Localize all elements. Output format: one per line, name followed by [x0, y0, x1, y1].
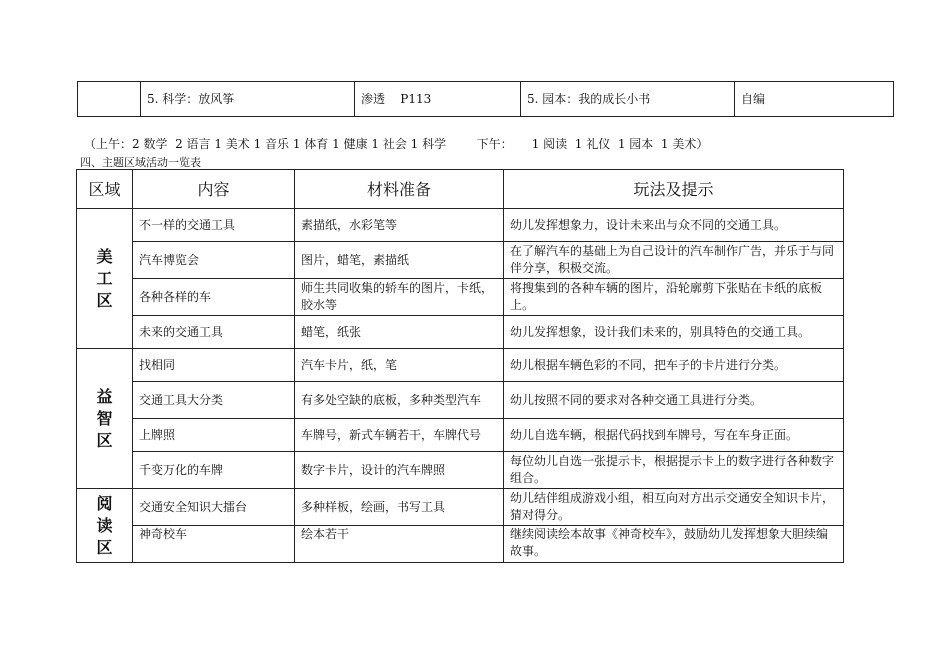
activity-name: 交通工具大分类 — [133, 382, 295, 419]
header-play-tips: 玩法及提示 — [504, 170, 844, 209]
header-content: 内容 — [133, 170, 295, 209]
table-row — [77, 316, 844, 349]
activity-name: 未来的交通工具 — [133, 316, 295, 349]
activity-name: 神奇校车 — [133, 526, 295, 563]
materials: 有多处空缺的底板，多种类型汽车 — [295, 382, 504, 419]
play-tips: 幼儿发挥想象，设计我们未来的，别具特色的交通工具。 — [504, 316, 844, 349]
table-row — [77, 279, 844, 316]
play-tips: 幼儿自选车辆，根据代码找到车牌号，写在车身正面。 — [504, 419, 844, 452]
materials: 汽车卡片，纸，笔 — [295, 349, 504, 382]
table-row — [77, 209, 844, 242]
materials: 多种样板，绘画，书写工具 — [295, 489, 504, 526]
activity-name: 千变万化的车牌 — [133, 452, 295, 489]
play-tips: 继续阅读绘本故事《神奇校车》，鼓励幼儿发挥想象大胆续编故事。 — [504, 526, 844, 563]
table-row — [77, 382, 844, 419]
play-tips: 在了解汽车的基础上为自己设计的汽车制作广告，并乐于与同伴分享，积极交流。 — [504, 242, 844, 279]
materials: 蜡笔，纸张 — [295, 316, 504, 349]
activity-name: 上牌照 — [133, 419, 295, 452]
table-row — [77, 349, 844, 382]
area-activity-table — [76, 169, 844, 563]
table-row — [78, 82, 894, 117]
activity-name: 各种各样的车 — [133, 279, 295, 316]
table-cell: 5. 园本：我的成长小书 — [521, 82, 735, 117]
play-tips: 幼儿发挥想象力，设计未来出与众不同的交通工具。 — [504, 209, 844, 242]
play-tips: 幼儿根据车辆色彩的不同，把车子的卡片进行分类。 — [504, 349, 844, 382]
activity-name: 不一样的交通工具 — [133, 209, 295, 242]
previous-schedule-table — [77, 81, 894, 117]
play-tips: 每位幼儿自选一张提示卡，根据提示卡上的数字进行各种数字组合。 — [504, 452, 844, 489]
play-tips: 幼儿按照不同的要求对各种交通工具进行分类。 — [504, 382, 844, 419]
materials: 素描纸，水彩笔等 — [295, 209, 504, 242]
play-tips: 幼儿结伴组成游戏小组，相互向对方出示交通安全知识卡片，猜对得分。 — [504, 489, 844, 526]
zone-reading: 阅 读 区 — [77, 489, 133, 563]
zone-art: 美 工 区 — [77, 209, 133, 349]
table-row — [77, 452, 844, 489]
play-tips: 将搜集到的各种车辆的图片，沿轮廓剪下张贴在卡纸的底板上。 — [504, 279, 844, 316]
table-row — [77, 526, 844, 563]
weekly-schedule-note: （上午：2 数学 2 语言 1 美术 1 音乐 1 体育 1 健康 1 社会 1 科学 下午： 1 阅读 1 礼仪 1 园本 1 美术） — [84, 137, 709, 151]
table-cell: 自编 — [735, 82, 894, 117]
materials: 车牌号，新式车辆若干，车牌代号 — [295, 419, 504, 452]
table-cell — [78, 82, 141, 117]
table-cell: 渗透 P113 — [355, 82, 521, 117]
zone-puzzle: 益 智 区 — [77, 349, 133, 489]
materials: 师生共同收集的轿车的图片，卡纸，胶水等 — [295, 279, 504, 316]
activity-name: 汽车博览会 — [133, 242, 295, 279]
activity-name: 找相同 — [133, 349, 295, 382]
header-materials: 材料准备 — [295, 170, 504, 209]
table-row — [77, 242, 844, 279]
table-cell: 5. 科学：放风筝 — [141, 82, 355, 117]
table-row — [77, 419, 844, 452]
materials: 图片，蜡笔，素描纸 — [295, 242, 504, 279]
activity-name: 交通安全知识大擂台 — [133, 489, 295, 526]
table-row — [77, 489, 844, 526]
section-title: 四、主题区域活动一览表 — [80, 156, 201, 169]
materials: 数字卡片，设计的汽车牌照 — [295, 452, 504, 489]
materials: 绘本若干 — [295, 526, 504, 563]
header-zone: 区域 — [77, 170, 133, 209]
table-header-row — [77, 170, 844, 209]
